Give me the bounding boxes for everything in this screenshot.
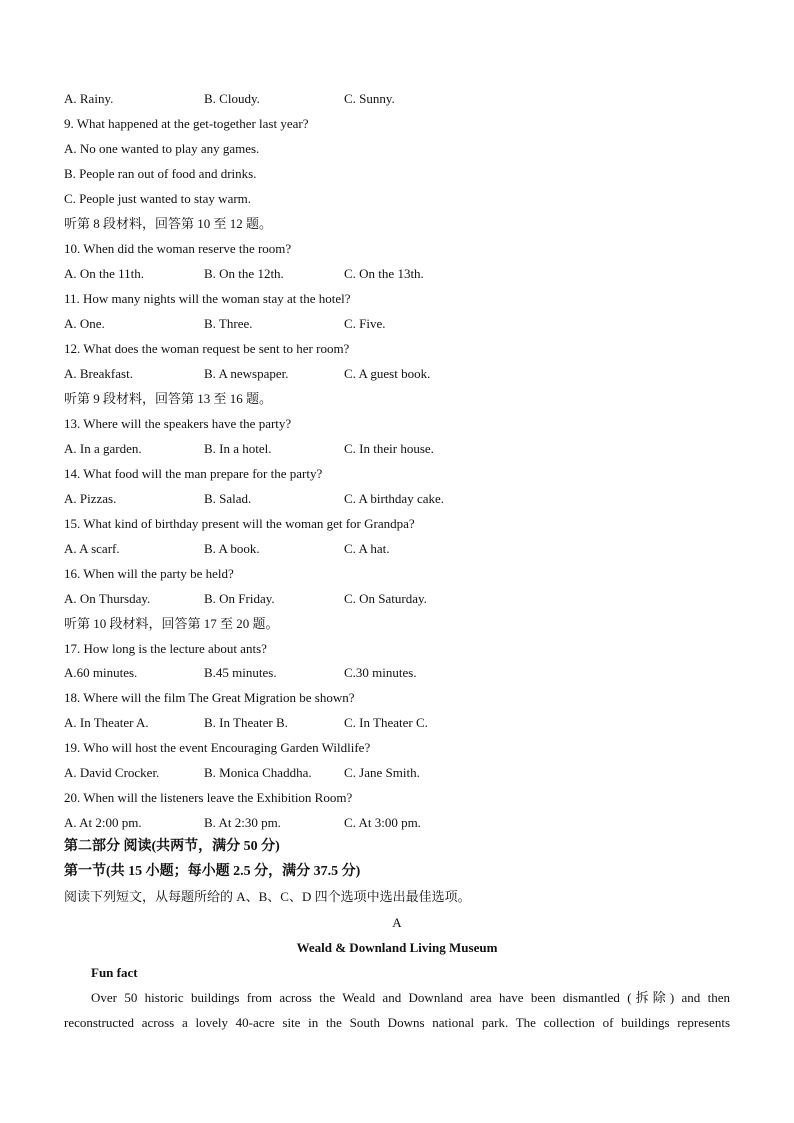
q8-option-b: B. Cloudy. [204, 91, 260, 106]
q11-option-c: C. Five. [344, 316, 386, 331]
q13-option-a: A. In a garden. [64, 441, 142, 456]
passage-subheading: Fun fact [91, 965, 138, 980]
q17-option-a: A.60 minutes. [64, 665, 138, 680]
q15-option-b: B. A book. [204, 541, 260, 556]
q19-option-a: A. David Crocker. [64, 765, 160, 780]
q12-question: 12. What does the woman request be sent to her room? [64, 341, 350, 356]
q10-option-c: C. On the 13th. [344, 266, 424, 281]
q12-option-a: A. Breakfast. [64, 366, 133, 381]
q16-option-c: C. On Saturday. [344, 591, 427, 606]
q18-question: 18. Where will the film The Great Migration be shown? [64, 690, 355, 705]
q8-option-c: C. Sunny. [344, 91, 395, 106]
q20-question: 20. When will the listeners leave the Exhibition Room? [64, 790, 353, 805]
q12-option-c: C. A guest book. [344, 366, 431, 381]
q13-question: 13. Where will the speakers have the party? [64, 416, 292, 431]
q20-option-b: B. At 2:30 pm. [204, 815, 281, 830]
q15-option-a: A. A scarf. [64, 541, 120, 556]
section-9-instruction: 听第 9 段材料，回答第 13 至 16 题。 [64, 391, 273, 406]
passage-letter: A [392, 915, 402, 930]
passage-paragraph-line-2: reconstructed across a lovely 40-acre site in the South Downs national park. The collection of buildings represents [64, 1015, 730, 1030]
q10-option-b: B. On the 12th. [204, 266, 284, 281]
part-two-heading: 第二部分 阅读(共两节，满分 50 分) [64, 839, 280, 854]
q16-option-a: A. On Thursday. [64, 591, 151, 606]
q9-option-c: C. People just wanted to stay warm. [64, 191, 252, 206]
q16-option-b: B. On Friday. [204, 591, 275, 606]
q20-option-a: A. At 2:00 pm. [64, 815, 142, 830]
q19-option-c: C. Jane Smith. [344, 765, 420, 780]
q8-option-a: A. Rainy. [64, 91, 114, 106]
q14-option-b: B. Salad. [204, 491, 252, 506]
q9-option-a: A. No one wanted to play any games. [64, 141, 260, 156]
q11-option-b: B. Three. [204, 316, 253, 331]
q17-question: 17. How long is the lecture about ants? [64, 641, 267, 656]
q16-question: 16. When will the party be held? [64, 566, 234, 581]
section-10-instruction: 听第 10 段材料，回答第 17 至 20 题。 [64, 616, 279, 631]
passage-paragraph-line-1: Over 50 historic buildings from across the Weald and Downland area have been dismantled (拆除) and then [91, 990, 730, 1005]
q17-option-b: B.45 minutes. [204, 665, 277, 680]
q14-option-c: C. A birthday cake. [344, 491, 445, 506]
q13-option-b: B. In a hotel. [204, 441, 272, 456]
reading-instructions: 阅读下列短文，从每题所给的 A、B、C、D 四个选项中选出最佳选项。 [64, 889, 471, 904]
section-one-heading: 第一节(共 15 小题；每小题 2.5 分，满分 37.5 分) [64, 864, 361, 879]
q17-option-c: C.30 minutes. [344, 665, 417, 680]
q18-option-a: A. In Theater A. [64, 715, 149, 730]
q15-question: 15. What kind of birthday present will the woman get for Grandpa? [64, 516, 415, 531]
q19-question: 19. Who will host the event Encouraging Garden Wildlife? [64, 740, 371, 755]
q13-option-c: C. In their house. [344, 441, 434, 456]
q20-option-c: C. At 3:00 pm. [344, 815, 421, 830]
q14-option-a: A. Pizzas. [64, 491, 117, 506]
q15-option-c: C. A hat. [344, 541, 390, 556]
q11-question: 11. How many nights will the woman stay at the hotel? [64, 291, 351, 306]
q14-question: 14. What food will the man prepare for the party? [64, 466, 323, 481]
q19-option-b: B. Monica Chaddha. [204, 765, 312, 780]
q9-option-b: B. People ran out of food and drinks. [64, 166, 257, 181]
q10-question: 10. When did the woman reserve the room? [64, 241, 292, 256]
q9-question: 9. What happened at the get-together last year? [64, 116, 309, 131]
q11-option-a: A. One. [64, 316, 105, 331]
q18-option-c: C. In Theater C. [344, 715, 428, 730]
passage-title: Weald & Downland Living Museum [296, 940, 498, 955]
q10-option-a: A. On the 11th. [64, 266, 145, 281]
q18-option-b: B. In Theater B. [204, 715, 288, 730]
section-8-instruction: 听第 8 段材料，回答第 10 至 12 题。 [64, 216, 273, 231]
q12-option-b: B. A newspaper. [204, 366, 289, 381]
